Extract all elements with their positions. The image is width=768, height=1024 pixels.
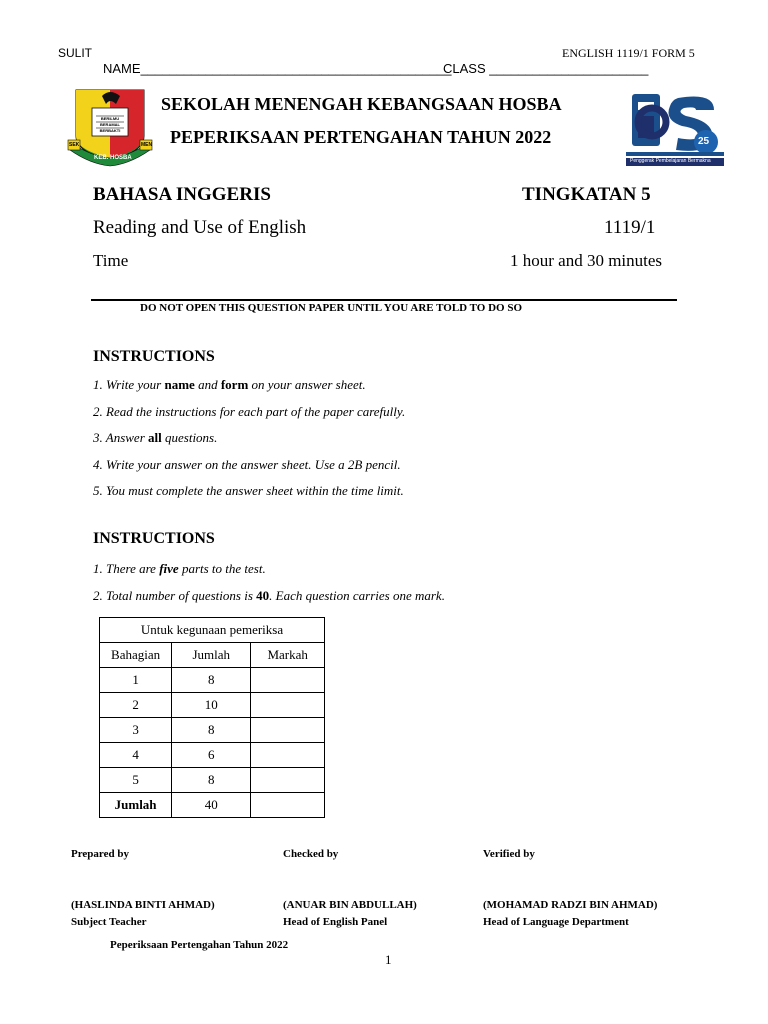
time-label: Time	[93, 251, 129, 270]
name-line: ___________________________________________	[140, 61, 452, 76]
table-row	[100, 693, 325, 718]
verified-by-title: Head of Language Department	[483, 916, 629, 928]
instructions-heading: INSTRUCTIONS	[93, 348, 215, 365]
instruction-item: 4. Write your answer on the answer sheet. Use a 2B pencil.	[93, 457, 401, 472]
instruction-item: 2. Total number of questions is 40. Each question carries one mark.	[93, 588, 445, 603]
exam-name: PEPERIKSAAN PERTENGAHAN TAHUN 2022	[170, 127, 552, 147]
total-cell: 8	[172, 668, 251, 693]
school-logo	[66, 84, 154, 168]
part-cell: 3	[100, 718, 172, 743]
table-row	[100, 668, 325, 693]
footer-exam: Peperiksaan Pertengahan Tahun 2022	[110, 939, 289, 951]
checked-by-label: Checked by	[283, 848, 339, 860]
part-cell: 2	[100, 693, 172, 718]
instructions-heading: INSTRUCTIONS	[93, 530, 215, 547]
mark-cell[interactable]	[251, 668, 325, 693]
logo-motto: BERILMU BERAMAL BERBAKTI	[99, 116, 121, 133]
instruction-item: 1. Write your name and form on your answer sheet.	[93, 377, 366, 392]
class-line: ______________________	[489, 61, 649, 76]
prepared-by-name: (HASLINDA BINTI AHMAD)	[71, 899, 215, 911]
checked-by-name: (ANUAR BIN ABDULLAH)	[283, 899, 417, 911]
part-cell: 4	[100, 743, 172, 768]
logo-school-text: KEB. HOSBA	[94, 155, 132, 161]
logo-badge-right: MEN	[141, 142, 153, 148]
checked-by-title: Head of English Panel	[283, 916, 388, 928]
table-row	[100, 768, 325, 793]
column-header: Markah	[251, 643, 325, 668]
table-total-row	[100, 793, 325, 818]
sulit-label: SULIT	[58, 46, 93, 60]
paper-title: Reading and Use of English	[93, 217, 307, 238]
ts25-number: 25	[698, 136, 710, 147]
table-header-row	[100, 643, 325, 668]
paper-code: ENGLISH 1119/1 FORM 5	[562, 46, 695, 60]
verified-by-label: Verified by	[483, 848, 535, 860]
mark-cell[interactable]	[251, 793, 325, 818]
mark-cell[interactable]	[251, 743, 325, 768]
part-cell: 5	[100, 768, 172, 793]
part-cell: 1	[100, 668, 172, 693]
score-table	[99, 617, 325, 818]
logo-badge-left: SEK	[69, 142, 80, 148]
warning-text: DO NOT OPEN THIS QUESTION PAPER UNTIL YOU ARE TOLD TO DO SO	[140, 302, 523, 314]
table-caption-row	[100, 618, 325, 643]
total-cell: 40	[172, 793, 251, 818]
total-cell: 8	[172, 718, 251, 743]
time-value: 1 hour and 30 minutes	[510, 251, 663, 270]
instruction-item: 5. You must complete the answer sheet within the time limit.	[93, 483, 404, 498]
total-cell: 8	[172, 768, 251, 793]
class-field	[443, 61, 648, 76]
table-row	[100, 718, 325, 743]
mark-cell[interactable]	[251, 768, 325, 793]
instruction-item: 1. There are five parts to the test.	[93, 561, 266, 576]
name-label: NAME	[103, 61, 141, 76]
school-name: SEKOLAH MENENGAH KEBANGSAAN HOSBA	[161, 94, 562, 114]
page-number: 1	[385, 952, 392, 967]
instruction-item: 3. Answer all questions.	[93, 430, 218, 445]
total-cell: 6	[172, 743, 251, 768]
form-label: TINGKATAN 5	[522, 184, 651, 205]
column-header: Jumlah	[172, 643, 251, 668]
verified-by-name: (MOHAMAD RADZI BIN AHMAD)	[483, 899, 658, 911]
total-cell: 10	[172, 693, 251, 718]
ts25-logo	[626, 88, 724, 166]
class-label: CLASS	[443, 61, 486, 76]
prepared-by-label: Prepared by	[71, 848, 129, 860]
instruction-item: 2. Read the instructions for each part of the paper carefully.	[93, 404, 406, 419]
divider-line	[91, 299, 677, 301]
name-field	[103, 61, 451, 76]
mark-cell[interactable]	[251, 718, 325, 743]
paper-number: 1119/1	[604, 217, 656, 238]
total-label: Jumlah	[100, 793, 172, 818]
table-row	[100, 743, 325, 768]
table-caption: Untuk kegunaan pemeriksa	[100, 618, 325, 643]
mark-cell[interactable]	[251, 693, 325, 718]
prepared-by-title: Subject Teacher	[71, 916, 147, 928]
subject-name: BAHASA INGGERIS	[93, 184, 271, 205]
ts25-tagline: Penggerak Pembelajaran Bermakna	[630, 158, 711, 164]
column-header: Bahagian	[100, 643, 172, 668]
